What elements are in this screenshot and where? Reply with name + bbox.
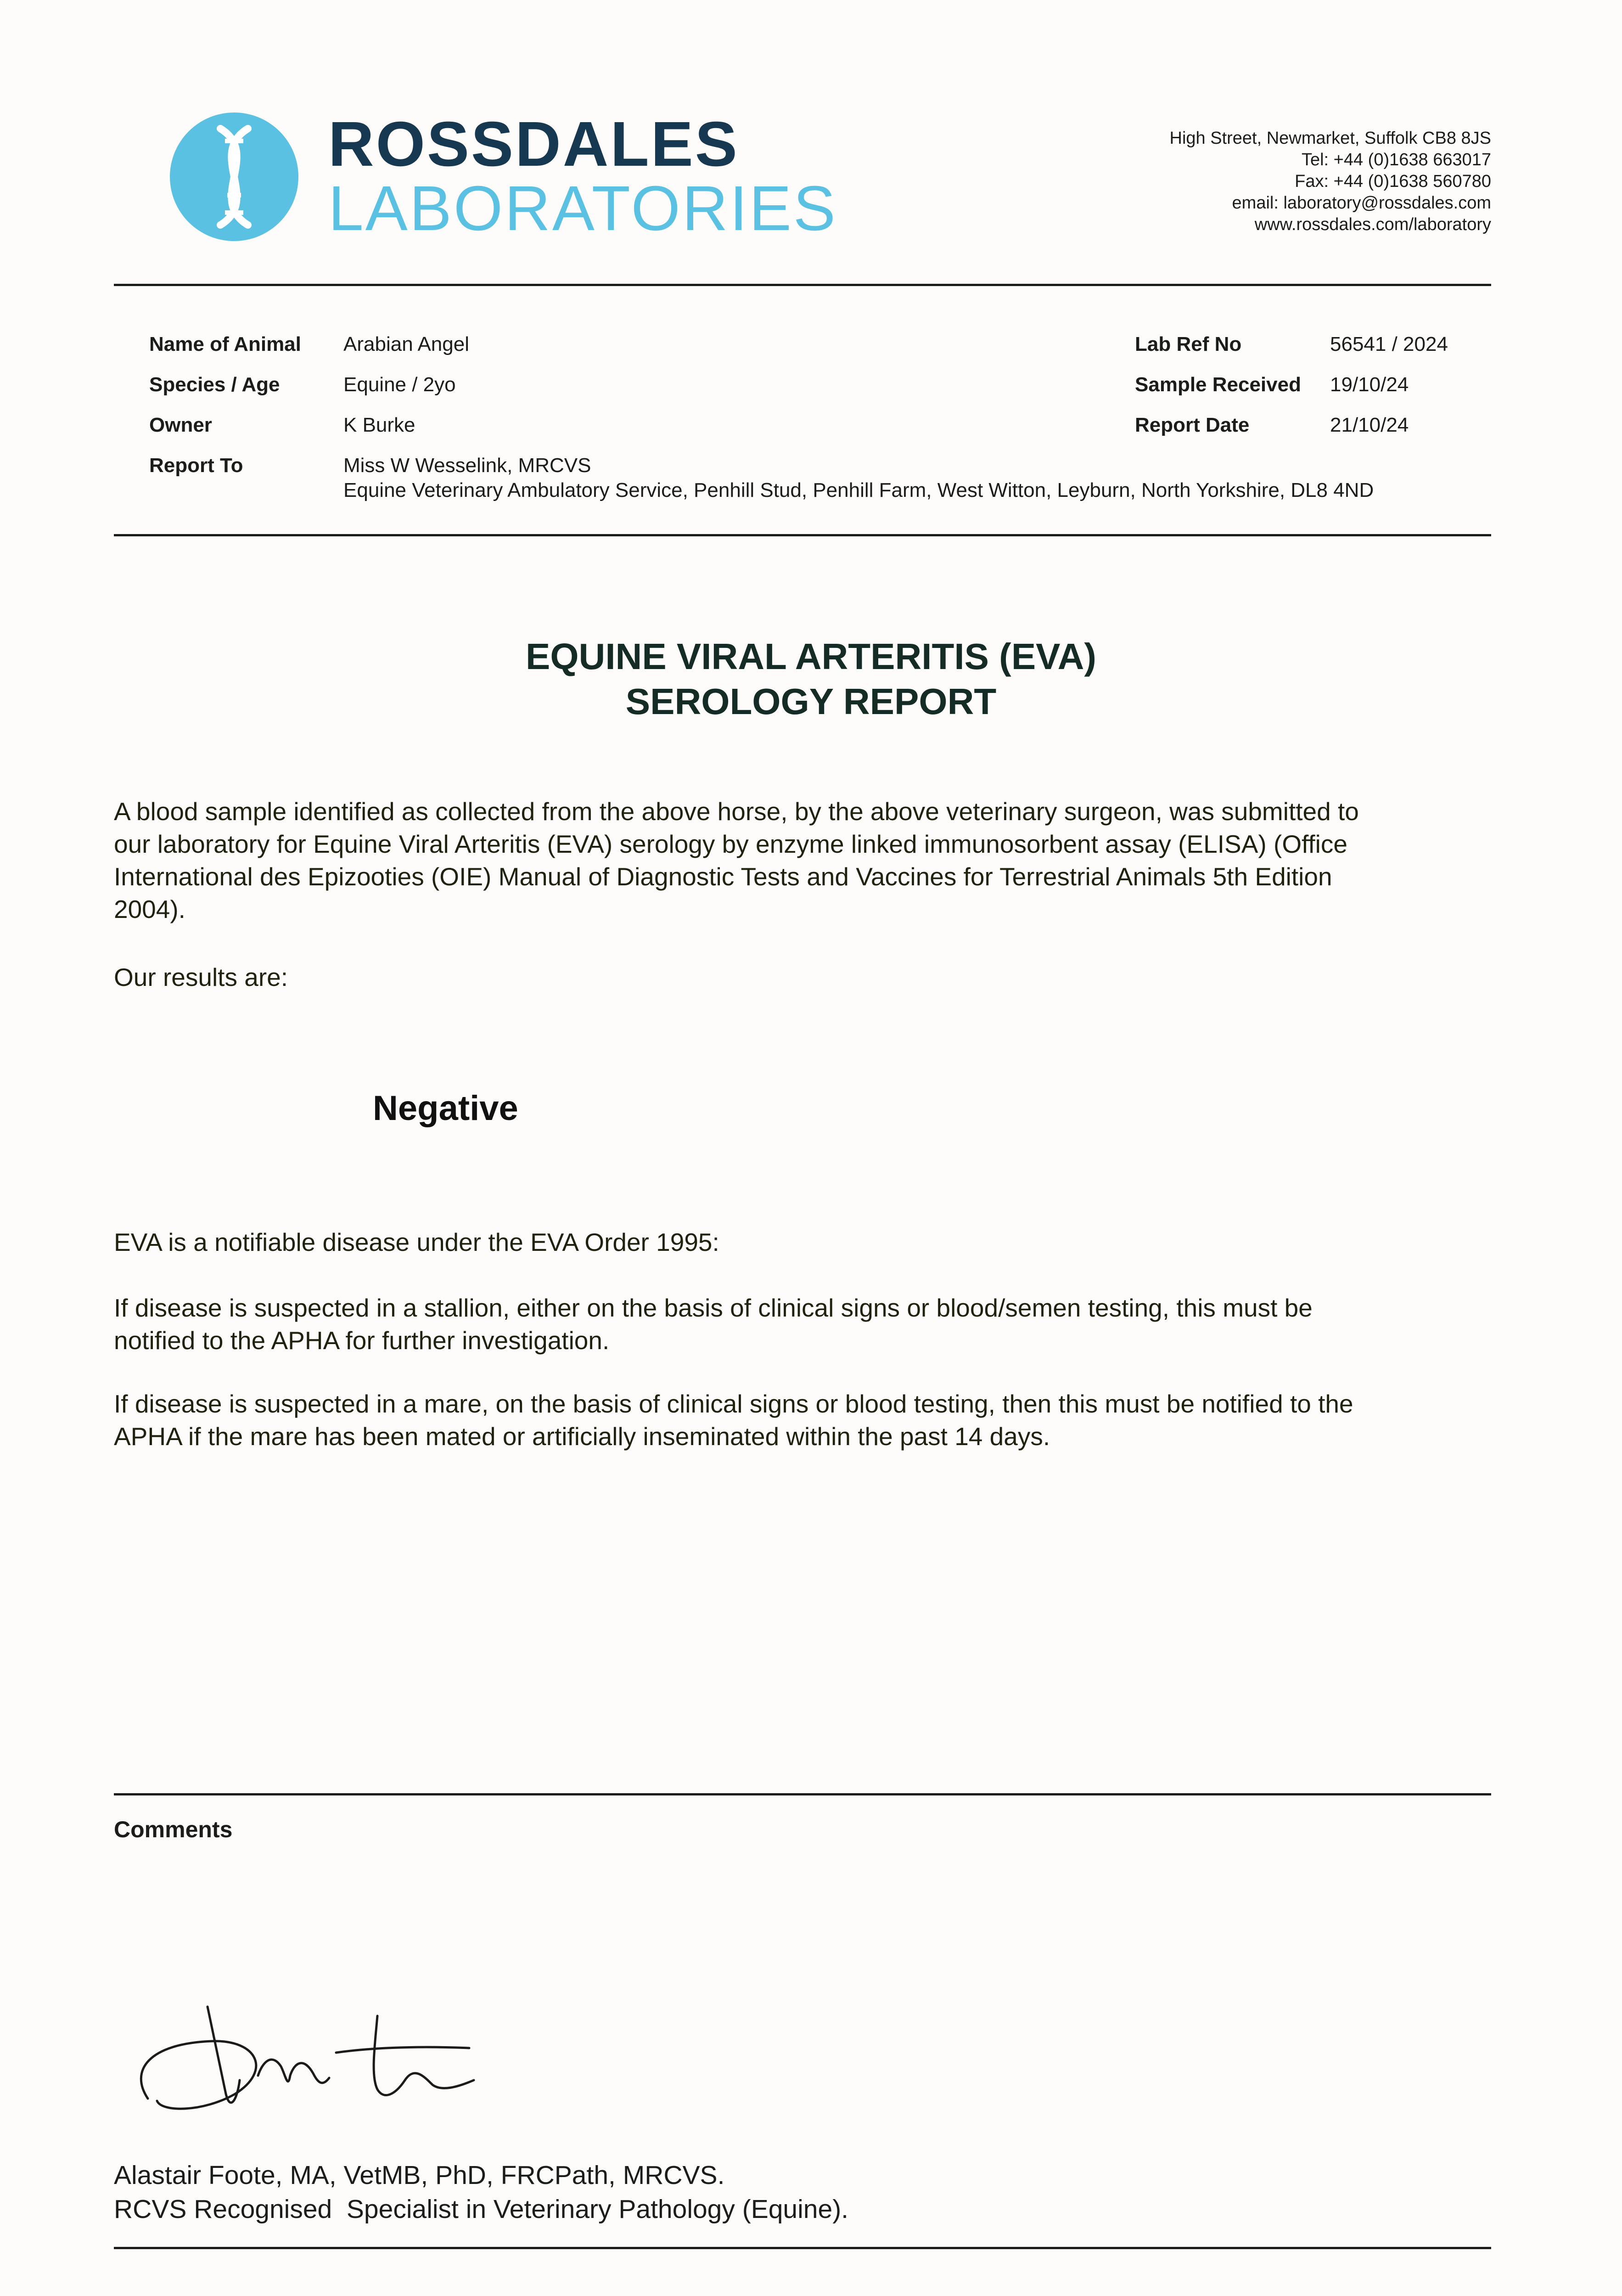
name-of-animal-label: Name of Animal (149, 333, 301, 355)
intro-line: A blood sample identified as collected from the above horse, by the above veterinary surgeon, was submitted to (114, 797, 1359, 826)
signatory-name: Alastair Foote, MA, VetMB, PhD, FRCPath, MRCVS. (114, 2161, 725, 2190)
footer-divider (114, 2247, 1491, 2249)
lab-ref-value: 56541 / 2024 (1330, 333, 1448, 355)
handwritten-signature (120, 2002, 478, 2126)
report-to-name: Miss W Wesselink, MRCVS (343, 454, 591, 477)
notifiable-statement: EVA is a notifiable disease under the EVA Order 1995: (114, 1228, 719, 1256)
report-date-value: 21/10/24 (1330, 414, 1409, 436)
species-age-value: Equine / 2yo (343, 373, 456, 396)
stallion-line: If disease is suspected in a stallion, either on the basis of clinical signs or blood/semen testing, this must be (114, 1294, 1313, 1322)
comments-divider (114, 1793, 1491, 1795)
report-title-line2: SEROLOGY REPORT (625, 681, 997, 722)
comments-label: Comments (114, 1817, 233, 1842)
stallion-paragraph (114, 1292, 1496, 1357)
telephone: Tel: +44 (0)1638 663017 (1301, 150, 1491, 169)
mare-paragraph (114, 1388, 1496, 1453)
intro-line: our laboratory for Equine Viral Arteritis (EVA) serology by enzyme linked immunosorbent assay (ELISA) (Office (114, 830, 1347, 858)
report-date-label: Report Date (1135, 414, 1250, 436)
sample-received-value: 19/10/24 (1330, 373, 1409, 396)
dna-helix-icon (170, 113, 298, 241)
species-age-label: Species / Age (149, 373, 280, 396)
brand-name-line1: ROSSDALES (328, 109, 739, 180)
lab-ref-label: Lab Ref No (1135, 333, 1242, 355)
address: High Street, Newmarket, Suffolk CB8 8JS (1169, 129, 1491, 148)
intro-line: International des Epizooties (OIE) Manual of Diagnostic Tests and Vaccines for Terrestrial Animals 5th Edition (114, 862, 1332, 891)
fax: Fax: +44 (0)1638 560780 (1295, 172, 1491, 191)
name-of-animal-value: Arabian Angel (343, 333, 469, 355)
brand-name-line2: LABORATORIES (328, 173, 837, 244)
sample-received-label: Sample Received (1135, 373, 1301, 396)
intro-paragraph (114, 795, 1496, 926)
stallion-line: notified to the APHA for further investigation. (114, 1326, 610, 1355)
signatory-title: RCVS Recognised Specialist in Veterinary Pathology (Equine). (114, 2195, 849, 2224)
signatory-block (114, 2158, 848, 2226)
website: www.rossdales.com/laboratory (1254, 215, 1491, 234)
results-intro: Our results are: (114, 963, 288, 991)
report-title-line1: EQUINE VIRAL ARTERITIS (EVA) (525, 636, 1097, 677)
test-result: Negative (373, 1089, 518, 1128)
owner-label: Owner (149, 414, 212, 436)
info-divider (114, 534, 1491, 536)
intro-line: 2004). (114, 895, 185, 923)
mare-line: APHA if the mare has been mated or artificially inseminated within the past 14 days. (114, 1422, 1050, 1451)
contact-block (1170, 128, 1491, 236)
owner-value: K Burke (343, 414, 415, 436)
report-to-label: Report To (149, 454, 243, 477)
report-to-address: Equine Veterinary Ambulatory Service, Penhill Stud, Penhill Farm, West Witton, Leyburn, North Yorkshire, DL8 4ND (343, 479, 1374, 501)
header-divider (114, 284, 1491, 286)
mare-line: If disease is suspected in a mare, on the basis of clinical signs or blood testing, then this must be notified to the (114, 1390, 1353, 1418)
email: email: laboratory@rossdales.com (1232, 193, 1491, 213)
